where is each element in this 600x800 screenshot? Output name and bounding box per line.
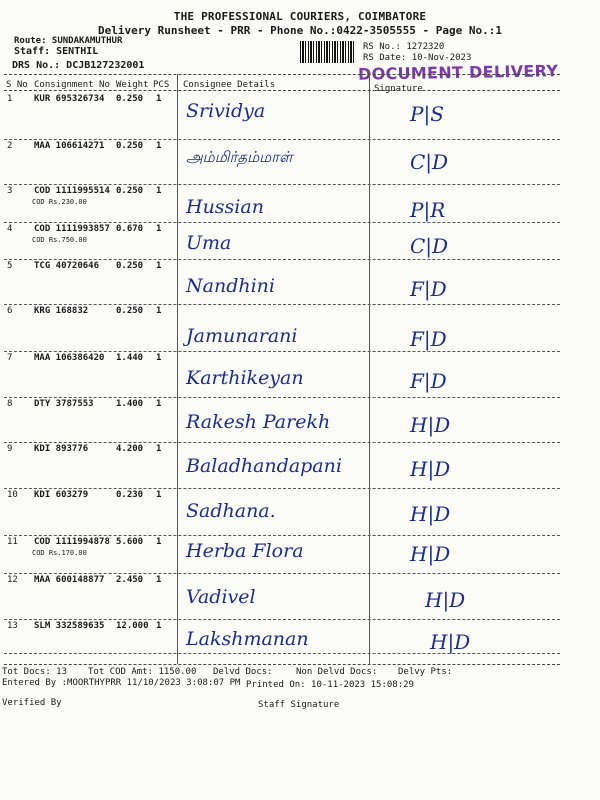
- row-consignment-no: COD 1111994878: [34, 537, 110, 547]
- row-delivery-signature: C|D: [410, 150, 449, 174]
- row-weight: 4.200: [116, 444, 144, 454]
- row-sno: 8: [7, 399, 13, 409]
- row-pcs: 1: [156, 537, 162, 547]
- row-consignment-no: KDI 603279: [34, 490, 89, 500]
- row-weight: 0.250: [116, 141, 144, 151]
- col-weight: Weight: [116, 80, 149, 90]
- row-pcs: 1: [156, 399, 162, 409]
- rs-number: RS No.: 1272320: [363, 42, 445, 52]
- row-pcs: 1: [156, 444, 162, 454]
- row-separator: [4, 259, 560, 260]
- row-sno: 11: [7, 537, 18, 547]
- row-consignment-no: KUR 695326734: [34, 94, 105, 104]
- row-sno: 7: [7, 353, 13, 363]
- row-sno: 12: [7, 575, 18, 585]
- row-weight: 2.450: [116, 575, 144, 585]
- row-weight: 1.440: [116, 353, 144, 363]
- row-consignee-name: Jamunarani: [186, 325, 298, 347]
- drs-number: DRS No.: DCJB127232001: [12, 60, 145, 71]
- row-consignee-name: Lakshmanan: [186, 628, 309, 650]
- row-delivery-signature: H|D: [425, 588, 466, 612]
- row-weight: 0.250: [116, 186, 144, 196]
- row-consignee-name: Karthikeyan: [186, 367, 304, 389]
- row-consignment-no: MAA 106614271: [34, 141, 105, 151]
- row-consignment-no: SLM 332589635: [34, 621, 105, 631]
- row-separator: [4, 653, 560, 654]
- row-consignment-no: DTY 3787553: [34, 399, 94, 409]
- row-separator: [4, 573, 560, 574]
- total-docs: Tot Docs: 13: [2, 667, 68, 677]
- col-consignment: Consignment No: [34, 80, 110, 90]
- col-pcs: PCS: [153, 80, 170, 90]
- row-consignee-name: Hussian: [186, 196, 264, 218]
- row-delivery-signature: F|D: [410, 277, 447, 301]
- row-weight: 0.670: [116, 224, 144, 234]
- row-separator: [4, 139, 560, 140]
- row-consignment-no: COD 1111993857: [34, 224, 110, 234]
- col-sno: S No: [6, 80, 28, 90]
- row-weight: 1.400: [116, 399, 144, 409]
- row-weight: 0.250: [116, 261, 144, 271]
- company-title: THE PROFESSIONAL COURIERS, COIMBATORE: [173, 10, 427, 23]
- row-separator: [4, 619, 560, 620]
- row-separator: [4, 535, 560, 536]
- row-pcs: 1: [156, 490, 162, 500]
- row-separator: [4, 397, 560, 398]
- row-sno: 13: [7, 621, 18, 631]
- row-delivery-signature: H|D: [410, 413, 451, 437]
- row-consignee-name: Herba Flora: [186, 540, 304, 562]
- row-weight: 0.230: [116, 490, 144, 500]
- row-consignment-no: MAA 600148877: [34, 575, 105, 585]
- total-cod-amount: Tot COD Amt: 1150.00: [88, 667, 197, 677]
- row-pcs: 1: [156, 353, 162, 363]
- col-consignee: Consignee Details: [183, 80, 276, 90]
- row-delivery-signature: C|D: [410, 234, 449, 258]
- row-delivery-signature: H|D: [410, 457, 451, 481]
- row-separator: [4, 351, 560, 352]
- route-label: Route: SUNDAKAMUTHUR: [14, 36, 123, 46]
- row-pcs: 1: [156, 575, 162, 585]
- row-pcs: 1: [156, 186, 162, 196]
- row-separator: [4, 488, 560, 489]
- delivered-docs: Delvd Docs:: [213, 667, 273, 677]
- row-delivery-signature: F|D: [410, 327, 447, 351]
- document-delivery-stamp: DOCUMENT DELIVERY: [357, 61, 559, 84]
- row-consignee-name: Baladhandapani: [186, 455, 342, 477]
- row-cod-amount: COD Rs.170.00: [32, 549, 87, 557]
- row-consignment-no: COD 1111995514: [34, 186, 110, 196]
- row-consignee-name: Sadhana.: [186, 500, 276, 522]
- row-consignment-no: TCG 40720646: [34, 261, 100, 271]
- row-weight: 12.000: [116, 621, 149, 631]
- row-delivery-signature: H|D: [410, 542, 451, 566]
- row-consignee-name: Uma: [186, 232, 232, 254]
- row-consignment-no: MAA 106386420: [34, 353, 105, 363]
- row-cod-amount: COD Rs.230.00: [32, 198, 87, 206]
- rs-date: RS Date: 10-Nov-2023: [363, 53, 472, 63]
- row-cod-amount: COD Rs.750.00: [32, 236, 87, 244]
- row-delivery-signature: F|D: [410, 369, 447, 393]
- verified-by: Verified By: [2, 698, 62, 708]
- header-bottom-rule: [4, 90, 560, 91]
- row-separator: [4, 442, 560, 443]
- footer-rule: [4, 664, 560, 665]
- row-consignee-name: Vadivel: [186, 586, 256, 608]
- row-pcs: 1: [156, 94, 162, 104]
- header-top-rule: [4, 74, 560, 75]
- row-pcs: 1: [156, 621, 162, 631]
- row-sno: 2: [7, 141, 13, 151]
- row-consignee-name: அம்மிர்தம்மாள்: [186, 148, 293, 166]
- row-sno: 1: [7, 94, 13, 104]
- row-pcs: 1: [156, 141, 162, 151]
- row-sno: 4: [7, 224, 13, 234]
- printed-on: Printed On: 10-11-2023 15:08:29: [246, 680, 414, 690]
- non-delivered-docs: Non Delvd Docs:: [296, 667, 378, 677]
- row-consignee-name: Nandhini: [186, 275, 275, 297]
- delivery-points: Delvy Pts:: [398, 667, 453, 677]
- row-consignment-no: KDI 893776: [34, 444, 89, 454]
- row-separator: [4, 304, 560, 305]
- row-consignee-name: Srividya: [186, 100, 266, 122]
- barcode-image: [300, 41, 356, 63]
- runsheet-title: Delivery Runsheet - PRR - Phone No.:0422-3505555 - Page No.:1: [98, 24, 502, 37]
- consignee-column-rule: [177, 74, 178, 664]
- row-sno: 10: [7, 490, 18, 500]
- row-delivery-signature: H|D: [430, 630, 471, 654]
- row-delivery-signature: P|R: [410, 198, 446, 222]
- row-sno: 5: [7, 261, 13, 271]
- row-consignee-name: Rakesh Parekh: [186, 411, 331, 433]
- row-weight: 5.600: [116, 537, 144, 547]
- row-separator: [4, 222, 560, 223]
- staff-signature: Staff Signature: [258, 700, 340, 710]
- row-separator: [4, 184, 560, 185]
- row-sno: 3: [7, 186, 13, 196]
- row-weight: 0.250: [116, 94, 144, 104]
- row-delivery-signature: H|D: [410, 502, 451, 526]
- col-signature: Signature: [374, 84, 423, 94]
- row-delivery-signature: P|S: [410, 102, 444, 126]
- row-pcs: 1: [156, 224, 162, 234]
- row-pcs: 1: [156, 306, 162, 316]
- row-weight: 0.250: [116, 306, 144, 316]
- row-pcs: 1: [156, 261, 162, 271]
- row-sno: 9: [7, 444, 13, 454]
- signature-column-rule: [369, 74, 370, 664]
- row-sno: 6: [7, 306, 13, 316]
- row-consignment-no: KRG 168832: [34, 306, 89, 316]
- entered-by: Entered By :MOORTHYPRR 11/10/2023 3:08:07 PM: [2, 678, 241, 688]
- staff-label: Staff: SENTHIL: [14, 46, 99, 57]
